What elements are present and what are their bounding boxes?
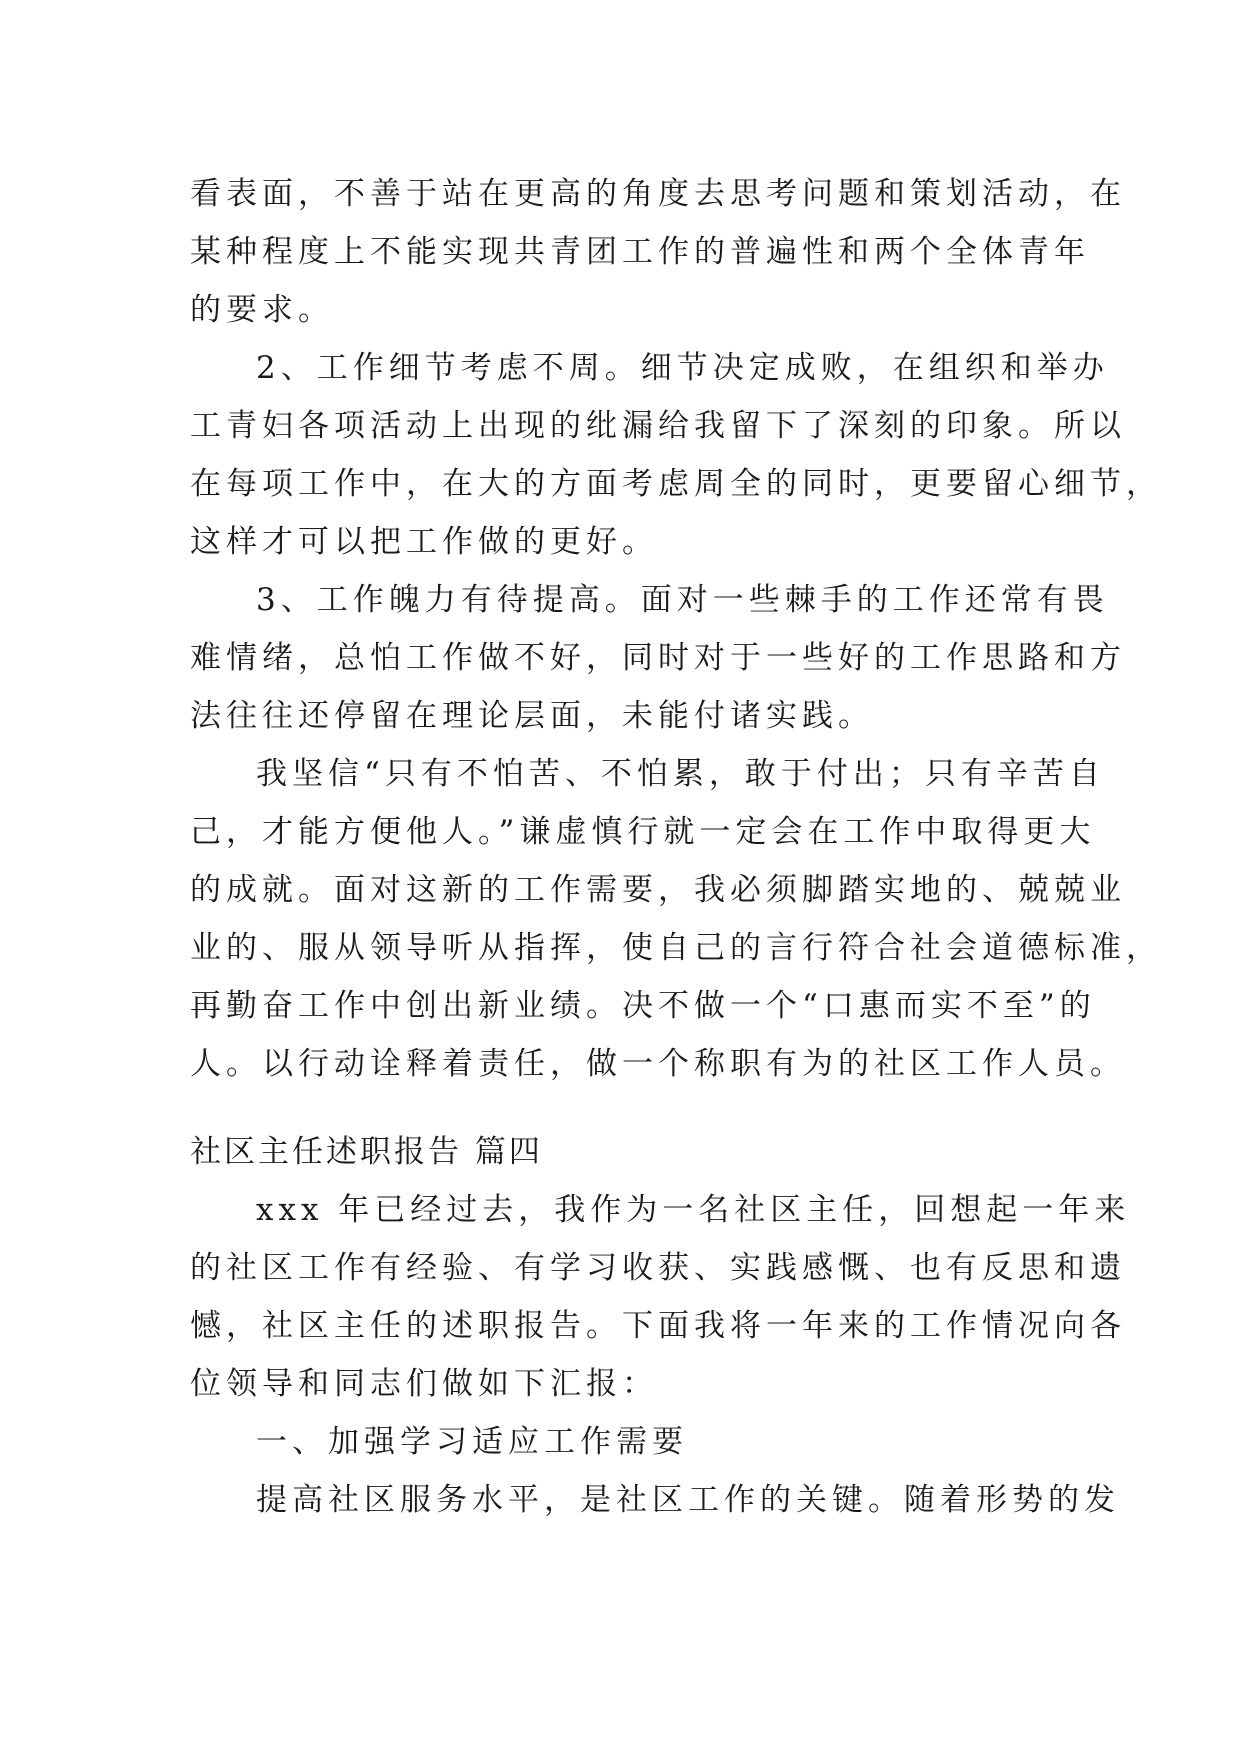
- paragraph-line: 的成就。面对这新的工作需要，我必须脚踏实地的、兢兢业: [190, 872, 1126, 908]
- paragraph-line: 己，才能方便他人。”谦虚慎行就一定会在工作中取得更大: [190, 814, 1096, 850]
- paragraph-line: 再勤奋工作中创出新业绩。决不做一个“口惠而实不至”的: [190, 988, 1096, 1024]
- section-spacer: [190, 1093, 1060, 1123]
- paragraph-line: 提高社区服务水平，是社区工作的关键。随着形势的发: [256, 1482, 1120, 1518]
- paragraph-line: 在每项工作中，在大的方面考虑周全的同时，更要留心细节，: [190, 466, 1162, 502]
- section-title: 社区主任述职报告 篇四: [190, 1134, 543, 1170]
- paragraph-line: 这样才可以把工作做的更好。: [190, 524, 658, 560]
- paragraph-line: 人。以行动诠释着责任，做一个称职有为的社区工作人员。: [190, 1046, 1126, 1082]
- paragraph-line: xxx 年已经过去，我作为一名社区主任，回想起一年来: [256, 1192, 1131, 1228]
- paragraph-line: 的社区工作有经验、有学习收获、实践感慨、也有反思和遗: [190, 1250, 1126, 1286]
- paragraph-line: 业的、服从领导听从指挥，使自己的言行符合社会道德标准，: [190, 930, 1162, 966]
- paragraph-line: 2、工作细节考虑不周。细节决定成败，在组织和举办: [256, 350, 1109, 386]
- paragraph-line: 位领导和同志们做如下汇报：: [190, 1366, 658, 1402]
- paragraph-line: 的要求。: [190, 292, 334, 328]
- paragraph-line: 看表面，不善于站在更高的角度去思考问题和策划活动，在: [190, 176, 1126, 212]
- paragraph-line: 法往往还停留在理论层面，未能付诸实践。: [190, 698, 874, 734]
- subheading: 一、加强学习适应工作需要: [256, 1424, 688, 1460]
- paragraph-line: 工青妇各项活动上出现的纰漏给我留下了深刻的印象。所以: [190, 408, 1126, 444]
- paragraph-line: 我坚信“只有不怕苦、不怕累，敢于付出；只有辛苦自: [256, 756, 1105, 792]
- paragraph-line: 难情绪，总怕工作做不好，同时对于一些好的工作思路和方: [190, 640, 1126, 676]
- paragraph-line: 憾，社区主任的述职报告。下面我将一年来的工作情况向各: [190, 1308, 1126, 1344]
- paragraph-line: 某种程度上不能实现共青团工作的普遍性和两个全体青年: [190, 234, 1090, 270]
- paragraph-line: 3、工作魄力有待提高。面对一些棘手的工作还常有畏: [256, 582, 1109, 618]
- document-body: [190, 165, 1162, 1529]
